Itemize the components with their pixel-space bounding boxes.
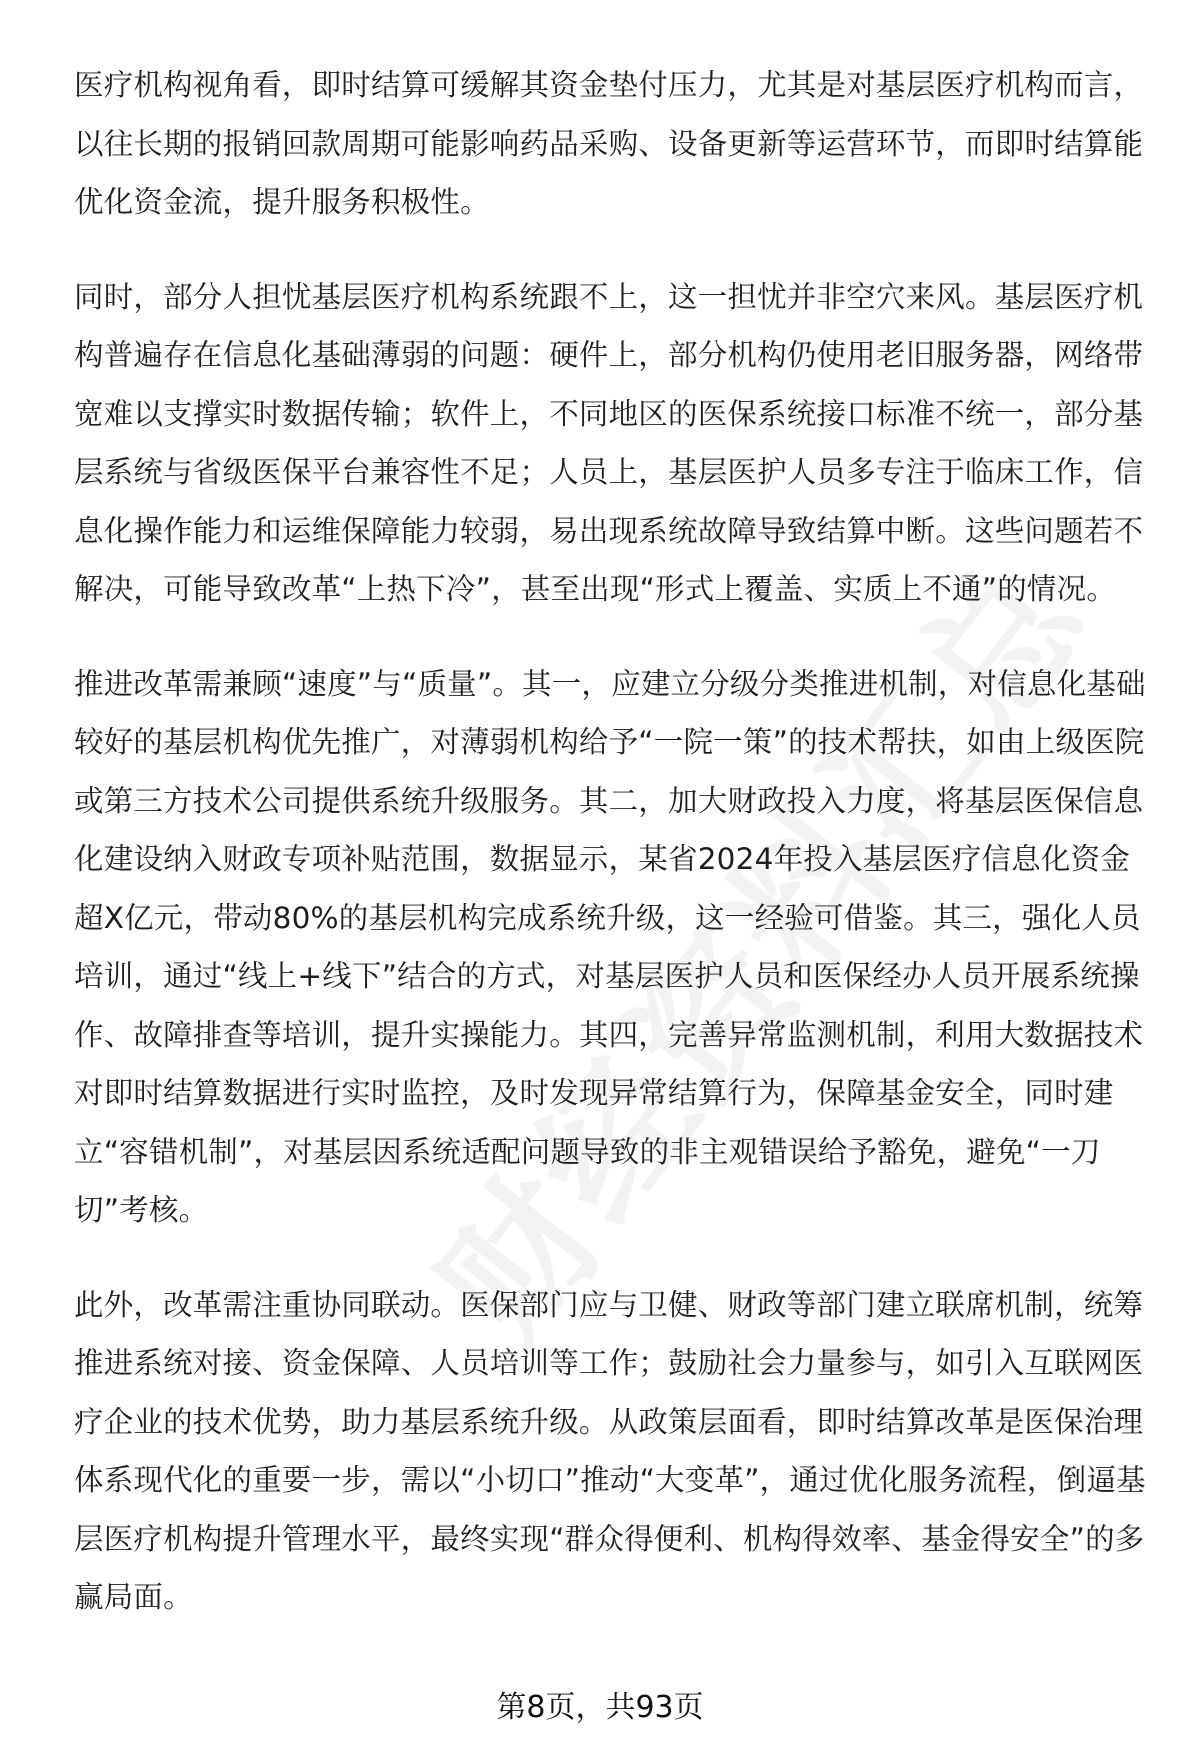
paragraph-2: 同时，部分人担忧基层医疗机构系统跟不上，这一担忧并非空穴来风。基层医疗机构普遍存在信息化基础薄弱的问题：硬件上，部分机构仍使用老旧服务器，网络带宽难以支撑实时数据传输；软件上，不同地区的医保系统接口标准不统一，部分基层系统与省级医保平台兼容性不足；人员上，基层医护人员多专注于临床工作，信息化操作能力和运维保障能力较弱，易出现系统故障导致结算中断。这些问题若不解决，可能导致改革“上热下冷”，甚至出现“形式上覆盖、实质上不通”的情况。 (74, 279, 1144, 606)
document-body (74, 56, 1154, 1663)
paragraph-4: 此外，改革需注重协同联动。医保部门应与卫健、财政等部门建立联席机制，统筹推进系统对接、资金保障、人员培训等工作；鼓励社会力量参与，如引入互联网医疗企业的技术优势，助力基层系统升级。从政策层面看，即时结算改革是医保治理体系现代化的重要一步，需以“小切口”推动“大变革”，通过优化服务流程，倒逼基层医疗机构提升管理水平，最终实现“群众得便利、机构得效率、基金得安全”的多赢局面。 (74, 1287, 1146, 1614)
page-footer: 第8页，共93页 (496, 1690, 704, 1725)
paragraph-1: 医疗机构视角看，即时结算可缓解其资金垫付压力，尤其是对基层医疗机构而言，以往长期的报销回款周期可能影响药品采购、设备更新等运营环节，而即时结算能优化资金流，提升服务积极性。 (74, 68, 1144, 219)
paragraph-3: 推进改革需兼顾“速度”与“质量”。其一，应建立分级分类推进机制，对信息化基础较好的基层机构优先推广，对薄弱机构给予“一院一策”的技术帮扶，如由上级医院或第三方技术公司提供系统升级服务。其二，加大财政投入力度，将基层医保信息化建设纳入财政专项补贴范围，数据显示，某省2024年投入基层医疗信息化资金超X亿元，带动80%的基层机构完成系统升级，这一经验可借鉴。其三，强化人员培训，通过“线上+线下”结合的方式，对基层医护人员和医保经办人员开展系统操作、故障排查等培训，提升实操能力。其四，完善异常监测机制，利用大数据技术对即时结算数据进行实时监控，及时发现异常结算行为，保障基金安全，同时建立“容错机制”，对基层因系统适配问题导致的非主观错误给予豁免，避免“一刀切”考核。 (74, 666, 1146, 1227)
